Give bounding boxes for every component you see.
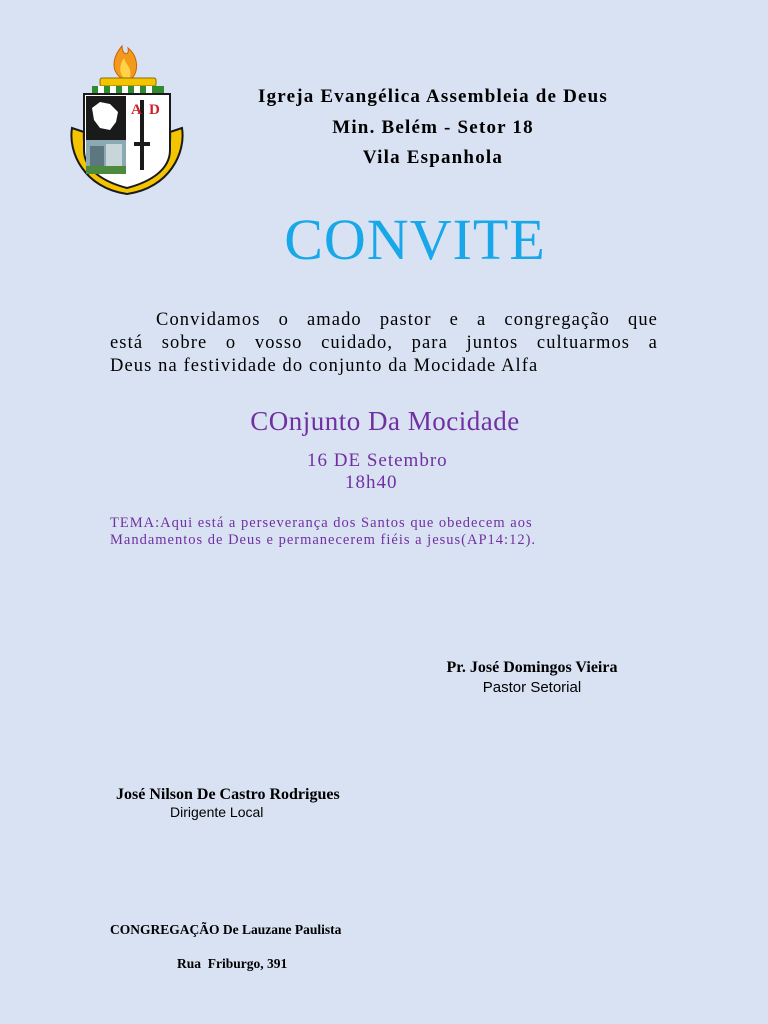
event-date: 16 DE Setembro [307,450,448,471]
invitation-line: está sobre o vosso cuidado, para juntos cultuarmos a [110,333,658,353]
theme-line: TEMA:Aqui está a perseverança dos Santos que obedecem aos [110,515,533,531]
leader-name: José Nilson De Castro Rodrigues [116,786,340,803]
pastor-role: Pastor Setorial [482,679,582,696]
congregation-name: CONGREGAÇÃO De Lauzane Paulista [110,922,342,937]
pastor-signature [400,659,664,696]
event-theme [110,515,630,549]
logo-initial-d: D [149,102,160,118]
pastor-name: Pr. José Domingos Vieira [446,659,618,676]
leader-role: Dirigente Local [170,804,264,820]
invitation-line: Convidamos o amado pastor e a congregação que [156,310,658,330]
page-title: CONVITE [284,207,546,272]
church-name: Igreja Evangélica Assembleia de Deus [257,86,608,107]
invitation-line: Deus na festividade do conjunto da Mocidade Alfa [110,356,539,376]
logo-initial-a: A [131,102,142,118]
event-name: COnjunto Da Mocidade [250,406,520,436]
neighborhood: Vila Espanhola [362,147,504,168]
ministry-sector: Min. Belém - Setor 18 [332,117,534,138]
event-time: 18h40 [345,472,398,493]
theme-line: Mandamentos de Deus e permanecerem fiéis a jesus(AP14:12). [110,532,537,548]
invitation-paragraph [110,309,658,378]
address: Rua Friburgo, 391 [177,956,288,971]
